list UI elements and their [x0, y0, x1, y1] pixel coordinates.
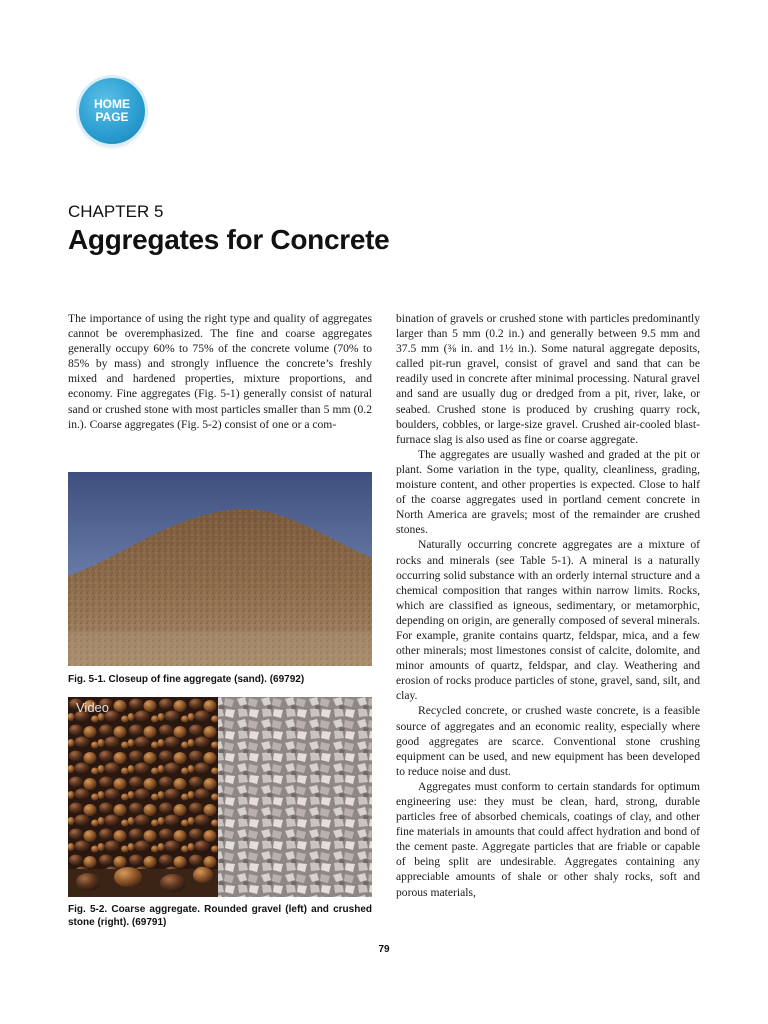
body-paragraph: Recycled concrete, or crushed waste concrete, is a feasible source of aggregates and an economic reality, especially where good aggregates are scarce. Conventional stone crushing equipment can be used, and new equipment has been developed to reduce noise and dust. — [396, 704, 700, 778]
sand-pile-image — [68, 472, 372, 666]
page-number: 79 — [378, 944, 390, 955]
body-paragraph: The aggregates are usually washed and graded at the pit or plant. Some variation in the type, quality, cleanliness, grading, moisture content, and other properties is expected. Close to half of the coarse aggregates used in portland cement concrete in North America are gravels; most of the remainder are crushed stones. — [396, 447, 700, 537]
left-column — [68, 311, 372, 432]
body-paragraph: bination of gravels or crushed stone with particles predominantly larger than 5 mm (0.2 in.) and generally between 9.5 mm and 37.5 mm (⅜ in. and 1½ in.). Some natural aggregate deposits, called pit-run gravel, consist of gravel and sand that can be readily used in concrete after minimal processing. Natural gravel and sand are usually dug or dredged from a pit, river, lake, or seabed. Crushed stone is produced by crushing quarry rock, boulders, cobbles, or large-size gravel. Crushed air-cooled blast-furnace slag is also used as fine or coarse aggregate. — [396, 312, 700, 446]
body-paragraph: Naturally occurring concrete aggregates are a mixture of rocks and minerals (see Table 5-1). A mineral is a naturally occurring solid substance with an orderly internal structure and a chemical composition that ranges within narrow limits. Rocks, which are classified as igneous, sedimentary, or metamorphic, depending on origin, are generally composed of several minerals. For example, granite contains quartz, feldspar, mica, and a few other minerals; most limestones consist of calcite, dolomite, and minor amounts of quartz, feldspar, and clay. Weathering and erosion of rocks produce particles of stone, gravel, sand, silt, and clay. — [396, 538, 700, 703]
figure-5-2-caption: Fig. 5-2. Coarse aggregate. Rounded gravel (left) and crushed stone (right). (69791) — [68, 904, 372, 928]
chapter-title: Aggregates for Concrete — [68, 224, 390, 255]
right-column — [396, 311, 700, 900]
gravel-and-crushed-stone-image — [68, 697, 372, 897]
coarse-aggregate-photo — [68, 697, 372, 897]
home-page-button[interactable] — [79, 78, 145, 144]
figure-5-1-caption: Fig. 5-1. Closeup of fine aggregate (sand). (69792) — [68, 674, 305, 685]
home-button-line1: HOME — [94, 97, 130, 111]
chapter-label: CHAPTER 5 — [68, 202, 164, 221]
body-paragraph: Aggregates must conform to certain standards for optimum engineering use: they must be clean, hard, strong, durable particles free of absorbed chemicals, coatings of clay, and other fine materials in amounts that could affect hydration and bond of the cement paste. Aggregate particles that are friable or capable of being split are undesirable. Aggregates containing any appreciable amounts of shale or other shaly rocks, soft and porous materials, — [396, 779, 700, 899]
video-link[interactable]: Video — [76, 700, 110, 715]
body-paragraph: The importance of using the right type and quality of aggregates cannot be overemphasized. The fine and coarse aggregates generally occupy 60% to 75% of the concrete volume (70% to 85% by mass) and strongly influence the concrete’s freshly mixed and hardened properties, mixture proportions, and economy. Fine aggregates (Fig. 5-1) generally consist of natural sand or crushed stone with most particles smaller than 5 mm (0.2 in.). Coarse aggregates (Fig. 5-2) consist of one or a com- — [68, 312, 372, 431]
home-button-line2: PAGE — [95, 110, 129, 124]
fine-aggregate-photo — [68, 472, 372, 666]
